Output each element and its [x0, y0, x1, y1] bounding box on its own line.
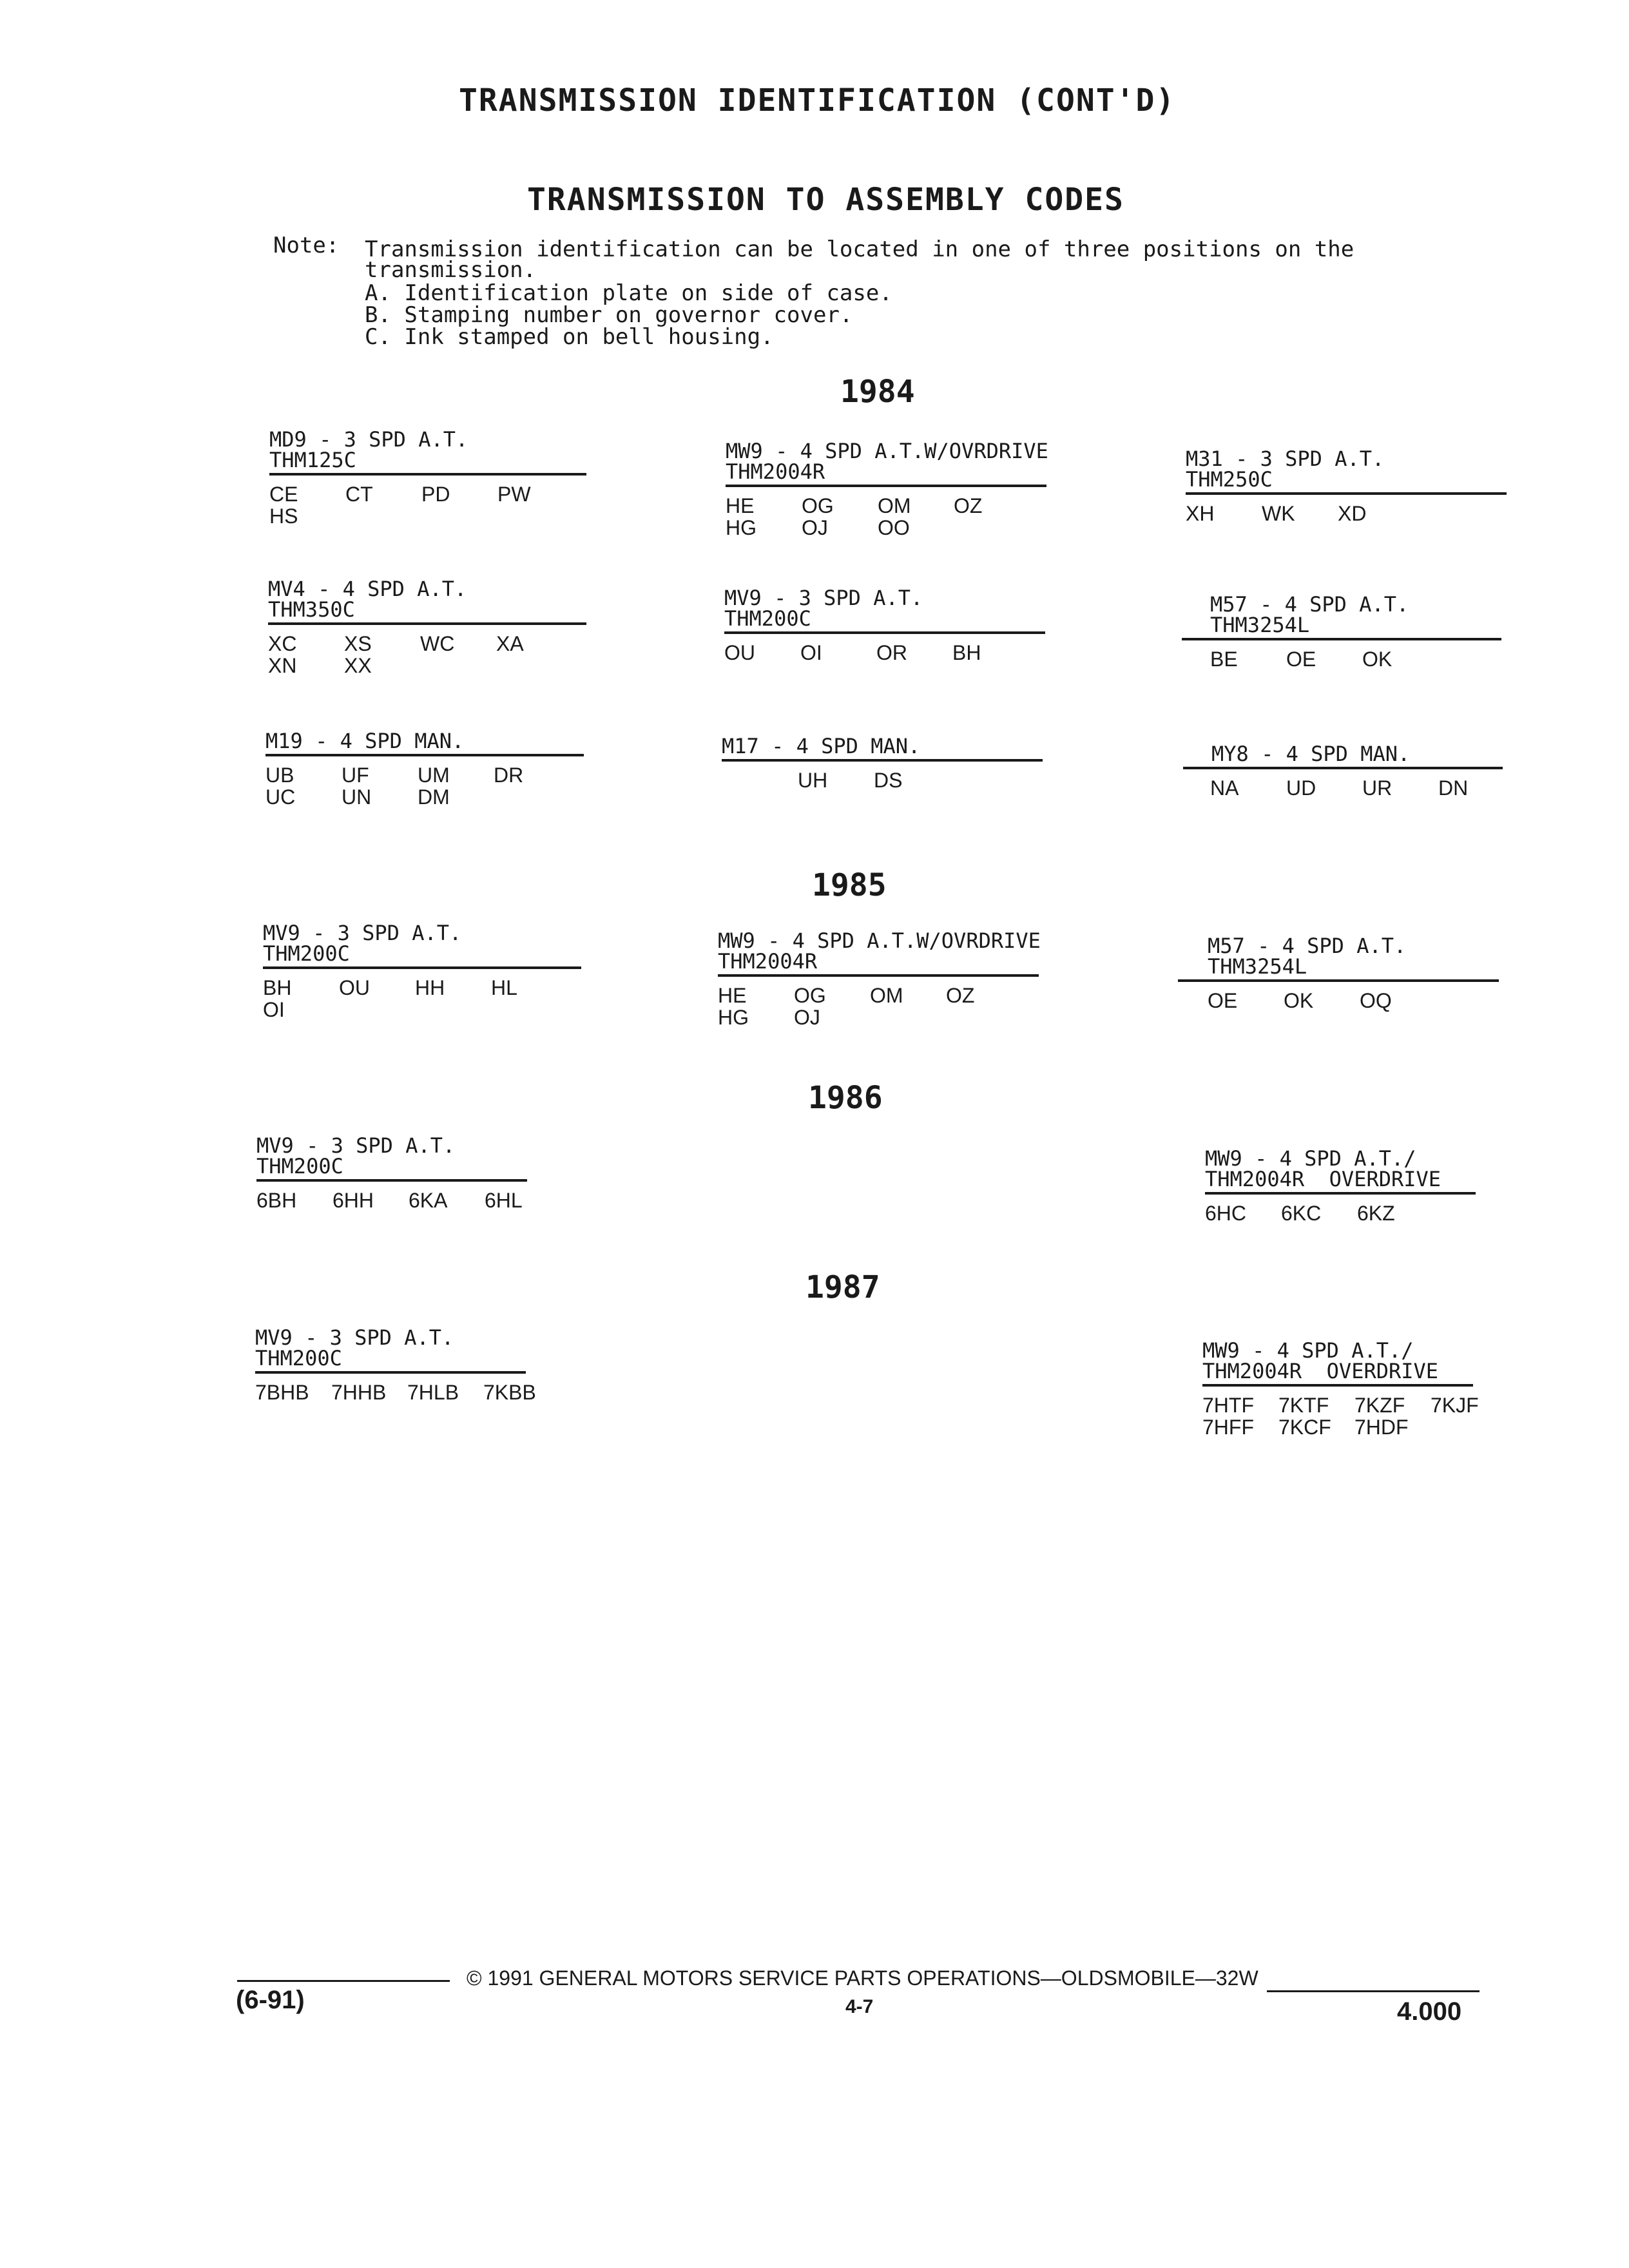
- code-block: [722, 736, 1044, 791]
- code: CT: [345, 483, 373, 506]
- code-block: [269, 429, 592, 527]
- year-heading-1985: 1985: [812, 867, 887, 903]
- code-block: [263, 923, 585, 1021]
- block-model: M31 - 3 SPD A.T.: [1186, 447, 1385, 471]
- code: 7HFF: [1202, 1416, 1254, 1439]
- footer-copyright: © 1991 GENERAL MOTORS SERVICE PARTS OPERATIONS—OLDSMOBILE—32W: [467, 1966, 1258, 1990]
- code: XH: [1186, 502, 1215, 525]
- code-block: [1186, 448, 1508, 524]
- code: OU: [339, 976, 370, 999]
- note-line-2: transmission.: [365, 257, 537, 283]
- block-transmission: THM2004R: [726, 459, 825, 484]
- section-title: TRANSMISSION TO ASSEMBLY CODES: [527, 182, 1124, 218]
- block-transmission: THM350C: [268, 597, 355, 622]
- code: OO: [878, 516, 910, 539]
- code: OG: [794, 984, 826, 1007]
- code: OE: [1286, 648, 1316, 671]
- code: BH: [263, 976, 292, 999]
- code: OI: [800, 641, 822, 664]
- note-item-c: C. Ink stamped on bell housing.: [365, 324, 774, 350]
- code: UR: [1362, 776, 1393, 800]
- code: DN: [1438, 776, 1469, 800]
- code: 7KJF: [1431, 1394, 1479, 1417]
- code: OQ: [1360, 989, 1392, 1012]
- block-codes: [256, 1189, 579, 1211]
- block-codes: [1186, 503, 1508, 524]
- block-rule: [269, 473, 586, 476]
- block-transmission: THM200C: [263, 941, 350, 966]
- block-model: M17 - 4 SPD MAN.: [722, 734, 921, 758]
- block-codes: [1202, 1394, 1550, 1438]
- block-rule: [263, 966, 581, 969]
- code: OU: [724, 641, 755, 664]
- block-model: MV4 - 4 SPD A.T.: [268, 577, 467, 601]
- code: BH: [952, 641, 981, 664]
- code: OJ: [802, 516, 828, 539]
- code-block: [718, 930, 1053, 1028]
- block-transmission: THM125C: [269, 448, 356, 472]
- block-rule: [726, 485, 1046, 487]
- code: 6HC: [1205, 1202, 1247, 1225]
- code: 7HTF: [1202, 1394, 1254, 1417]
- code: BE: [1210, 648, 1238, 671]
- block-codes: [265, 764, 588, 808]
- code: 7BHB: [255, 1381, 309, 1404]
- block-model: MV9 - 3 SPD A.T.: [256, 1133, 456, 1158]
- note-label: Note:: [273, 233, 340, 258]
- block-codes: [263, 977, 585, 1021]
- block-rule: [718, 974, 1039, 977]
- code-block: [255, 1327, 577, 1403]
- footer-date: (6-91): [236, 1986, 305, 2014]
- block-rule: [724, 631, 1045, 634]
- code: 6HH: [333, 1189, 374, 1212]
- code: UC: [265, 785, 296, 809]
- code: 6HL: [485, 1189, 523, 1212]
- code: OE: [1208, 989, 1238, 1012]
- block-model: M57 - 4 SPD A.T.: [1208, 934, 1407, 958]
- code-block: [1202, 1340, 1550, 1438]
- code: UN: [342, 785, 372, 809]
- code: OZ: [946, 984, 975, 1007]
- code-block: [256, 1135, 579, 1211]
- code: OZ: [954, 494, 983, 517]
- code: XX: [344, 654, 372, 677]
- block-transmission: THM2004R OVERDRIVE: [1205, 1167, 1441, 1191]
- year-heading-1984: 1984: [840, 374, 915, 410]
- code: 7HHB: [331, 1381, 387, 1404]
- block-model: M57 - 4 SPD A.T.: [1210, 592, 1409, 617]
- block-model: MW9 - 4 SPD A.T./: [1205, 1146, 1416, 1171]
- block-model: MV9 - 3 SPD A.T.: [724, 586, 923, 610]
- code-block: [265, 731, 588, 808]
- code: OK: [1362, 648, 1393, 671]
- note-line-1: Transmission identification can be located in one of three positions on the: [365, 236, 1354, 262]
- block-rule: [268, 622, 586, 625]
- code: HG: [718, 1006, 749, 1029]
- code: 6KA: [409, 1189, 448, 1212]
- block-model: MD9 - 3 SPD A.T.: [269, 427, 468, 452]
- note-item-b: B. Stamping number on governor cover.: [365, 302, 853, 328]
- code: XA: [496, 632, 524, 655]
- block-codes: [1205, 1202, 1553, 1224]
- code: XD: [1338, 502, 1367, 525]
- block-transmission: THM200C: [724, 606, 811, 631]
- footer-rule-left: [237, 1980, 450, 1982]
- code: OM: [870, 984, 903, 1007]
- block-transmission: THM3254L: [1210, 613, 1310, 637]
- block-model: M19 - 4 SPD MAN.: [265, 729, 465, 753]
- block-codes: [726, 495, 1061, 539]
- code: OI: [263, 998, 285, 1021]
- code: CE: [269, 483, 298, 506]
- code: OR: [876, 641, 907, 664]
- code: UM: [418, 764, 450, 787]
- code: 7HLB: [407, 1381, 459, 1404]
- code: UF: [342, 764, 369, 787]
- code: 7KZF: [1354, 1394, 1405, 1417]
- block-model: MW9 - 4 SPD A.T.W/OVRDRIVE: [726, 439, 1048, 463]
- block-transmission: THM2004R OVERDRIVE: [1202, 1359, 1439, 1383]
- block-codes: [1210, 648, 1532, 670]
- block-rule: [1183, 767, 1503, 769]
- block-transmission: THM200C: [256, 1154, 343, 1178]
- code: 6KZ: [1357, 1202, 1395, 1225]
- block-transmission: THM250C: [1186, 467, 1273, 492]
- block-rule: [1205, 1192, 1476, 1195]
- code: OK: [1284, 989, 1314, 1012]
- code: UD: [1286, 776, 1316, 800]
- block-rule: [722, 759, 1043, 762]
- block-rule: [1178, 979, 1499, 982]
- code-block: [1208, 936, 1530, 1012]
- page-title: TRANSMISSION IDENTIFICATION (CONT'D): [459, 82, 1176, 119]
- code: WK: [1262, 502, 1295, 525]
- code-block: [1210, 594, 1532, 670]
- code: NA: [1210, 776, 1239, 800]
- code-block: [1211, 744, 1534, 799]
- block-transmission: THM200C: [255, 1346, 342, 1370]
- block-rule: [1186, 492, 1507, 495]
- code: XN: [268, 654, 297, 677]
- code: WC: [420, 632, 455, 655]
- year-heading-1986: 1986: [808, 1080, 883, 1116]
- code-block: [268, 579, 590, 677]
- code: HS: [269, 505, 298, 528]
- block-codes: [718, 985, 1053, 1028]
- code: DR: [494, 764, 524, 787]
- code-block: [726, 441, 1061, 539]
- note-item-a: A. Identification plate on side of case.: [365, 280, 892, 306]
- code: HE: [718, 984, 747, 1007]
- block-model: MV9 - 3 SPD A.T.: [255, 1325, 454, 1350]
- code: 7KTF: [1278, 1394, 1329, 1417]
- block-codes: [268, 633, 590, 677]
- code: HH: [415, 976, 445, 999]
- block-model: MY8 - 4 SPD MAN.: [1211, 742, 1411, 766]
- code: UH: [798, 769, 828, 792]
- code: DM: [418, 785, 450, 809]
- code: 7KCF: [1278, 1416, 1331, 1439]
- block-codes: [269, 483, 592, 527]
- code: OM: [878, 494, 911, 517]
- code-block: [724, 588, 1046, 664]
- block-codes: [1210, 777, 1534, 799]
- code: 6BH: [256, 1189, 297, 1212]
- block-model: MW9 - 4 SPD A.T./: [1202, 1338, 1414, 1363]
- block-codes: [724, 642, 1046, 664]
- code: XS: [344, 632, 372, 655]
- footer-page-number: 4-7: [845, 1996, 874, 2017]
- block-rule: [265, 754, 584, 756]
- code: PD: [421, 483, 450, 506]
- block-rule: [256, 1179, 527, 1182]
- block-codes: [722, 769, 1044, 791]
- block-rule: [1182, 638, 1501, 640]
- block-rule: [1202, 1384, 1473, 1387]
- footer-rule-right: [1267, 1990, 1480, 1992]
- block-transmission: THM3254L: [1208, 954, 1307, 979]
- code: OJ: [794, 1006, 820, 1029]
- footer-section-number: 4.000: [1397, 1997, 1462, 2026]
- code: HG: [726, 516, 757, 539]
- block-model: MW9 - 4 SPD A.T.W/OVRDRIVE: [718, 928, 1041, 953]
- block-codes: [255, 1381, 577, 1403]
- year-heading-1987: 1987: [805, 1269, 880, 1305]
- code: XC: [268, 632, 297, 655]
- block-model: MV9 - 3 SPD A.T.: [263, 921, 462, 945]
- code-block: [1205, 1148, 1553, 1224]
- code: HL: [491, 976, 517, 999]
- code: UB: [265, 764, 294, 787]
- code: 6KC: [1281, 1202, 1322, 1225]
- code: 7HDF: [1354, 1416, 1409, 1439]
- code: 7KBB: [483, 1381, 536, 1404]
- code: OG: [802, 494, 834, 517]
- block-codes: [1208, 990, 1530, 1012]
- code: DS: [874, 769, 903, 792]
- block-transmission: THM2004R: [718, 949, 818, 974]
- code: PW: [497, 483, 531, 506]
- block-rule: [255, 1371, 526, 1374]
- code: HE: [726, 494, 755, 517]
